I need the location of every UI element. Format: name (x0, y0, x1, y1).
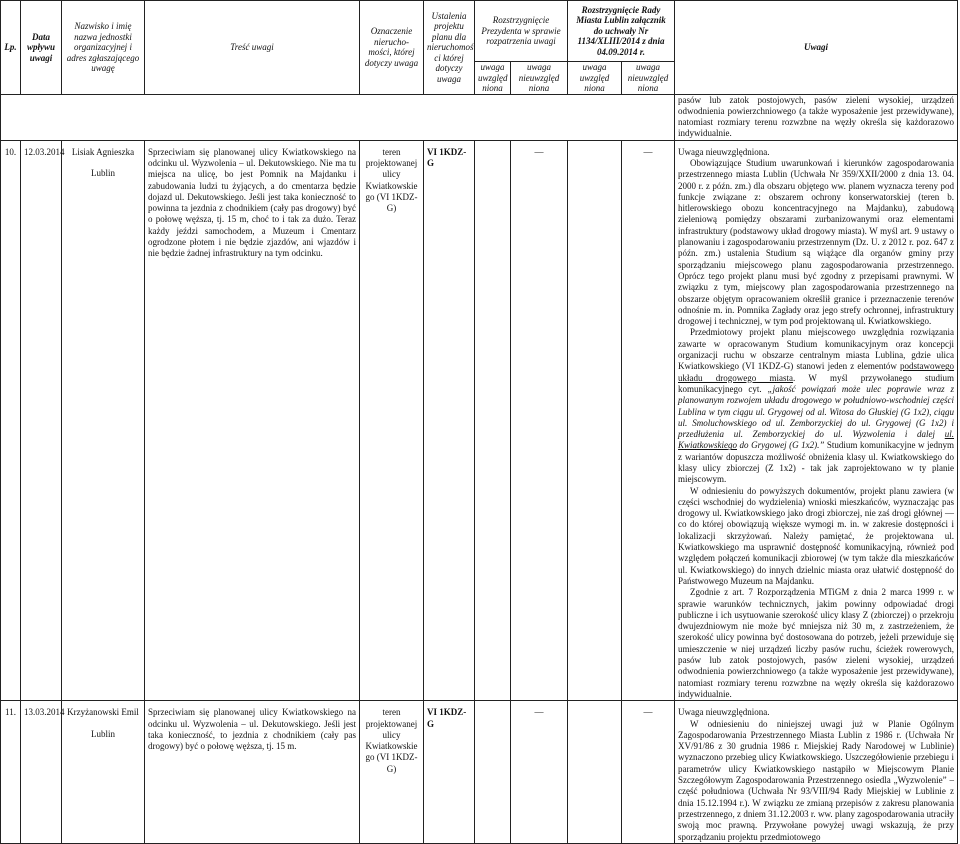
row-author (62, 701, 145, 844)
row-lp: 10. (1, 140, 21, 701)
row-council-rejected: — (622, 140, 675, 701)
table-row-continuation (1, 94, 958, 140)
row-president-rejected: — (511, 701, 568, 844)
row-council-accepted (568, 140, 622, 701)
row-author (62, 140, 145, 701)
header-notes: Uwagi (675, 1, 958, 95)
row-content: Sprzeciwiam się planowanej ulicy Kwiatkowskiego na odcinku ul. Wyzwolenia – ul. Dekutowskiego. Jeśli jest taka konieczność, to jezdnia z chodnikiem (cały pas drogowy) być o połowę węższa, tj. 15 m. (145, 701, 360, 844)
header-president-accepted: uwaga uwzględ niona (475, 62, 511, 95)
table-row (1, 701, 958, 844)
table-row (1, 140, 958, 701)
row-notes-lead: Uwaga nieuwzględniona. (678, 707, 770, 718)
row-lp: 11. (1, 701, 21, 844)
header-lp: Lp. (1, 1, 21, 95)
header-date: Data wpływu uwagi (21, 1, 62, 95)
row-notes-lead: Uwaga nieuwzględniona. (678, 146, 770, 157)
row-property: teren projektowanej ulicy Kwiatkowskie go (VI 1KDZ-G) (360, 701, 424, 844)
row-notes (675, 701, 958, 844)
row-notes (675, 140, 958, 701)
header-council-rejected: uwaga nieuwzględ niona (622, 62, 675, 95)
row-president-accepted (475, 701, 511, 844)
row-content: Sprzeciwiam się planowanej ulicy Kwiatkowskiego na odcinku ul. Wyzwolenia – ul. Dekutowskiego. Nie ma tu miejsca na ulicę, bo jest Pomnik na Majdanku i zabudowania ludzi tu żyjących, a do cmentarza będzie dojazd ul. Dekutowskiego. Jeśli jest taka konieczność to powinna ta jezdnia z chodnikiem (cały pas drogowy) być o połowę węższa, tj. 15 m, choć to i tak za dużo. Teraz każdy jeździ samochodem, a Muzeum i Cmentarz ogrodzone płotem i nie będzie zjazdów, ani wjazdów i nie będzie żadnej infrastruktury na tym odcinku. (145, 140, 360, 701)
row-date: 13.03.2014 (21, 701, 62, 844)
header-name: Nazwisko i imię nazwa jednostki organizacyjnej i adres zgłaszającego uwagę (62, 1, 145, 95)
row-council-accepted (568, 701, 622, 844)
row-notes-p4: Zgodnie z art. 7 Rozporządzenia MTiGM z dnia 2 marca 1999 r. w sprawie warunków technicznych, jakim powinny odpowiadać drogi publiczne i ich usytuowanie szerokość ulicy klasy Z (zbiorczej) o przekroju dwujezdniowym nie może być mniejsza niż 30 m, z zastrzeżeniem, że szerokość ulicy powinna być dostosowana do potrzeb, jeżeli przewiduje się umieszczenie w niej urządzeń liczby pasów ruchu, ścieżek rowerowych, pasów lub zatok postojowych, pasów zieleni wysokiej, urządzeń odwodnienia powierzchniowego (a także wyposażenie jest przewidywane), natomiast rozmiary terenu rozwzbne na węzły określa się każdorazowo indywidualnie. (678, 587, 955, 699)
row-author-city: Lublin (91, 728, 115, 739)
header-president: Rozstrzygnięcie Prezydenta w sprawie rozpatrzenia uwagi (475, 1, 568, 62)
header-content: Treść uwagi (145, 1, 360, 95)
row-date: 12.03.2014 (21, 140, 62, 701)
row-president-rejected: — (511, 140, 568, 701)
header-property: Oznaczenie nierucho-mości, której dotyczy uwaga (360, 1, 424, 95)
row-notes-p3: W odniesieniu do powyższych dokumentów, projekt planu zawiera (w części wschodniej do wydzielenia) wnioski mieszkańców, wyznaczając pas drogowy ul. Kwiatkowskiego jako drogi zbiorczej, nie zaś drogi głównej — co do której obowiązują większe wymogi m. in. w zakresie dostępności i lokalizacji skrzyżowań. Należy pamiętać, że projektowana ul. Kwiatkowskiego ma usprawnić dostępność komunikacyjną, również pod względem połączeń komunikacji zbiorowej (w tym także dla mieszkańców ul. Kwiatkowskiego) do innych dzielnic miasta oraz ułatwić dostępność do Państwowego Muzeum na Majdanku. (678, 485, 955, 586)
header-plan: Ustalenia projektu planu dla nieruchomoś ci której dotyczy uwaga (424, 1, 475, 95)
header-council: Rozstrzygnięcie Rady Miasta Lublin załącznik do uchwały Nr 1134/XLIII/2014 z dnia 04.09.2014 r. (568, 1, 675, 62)
row-author-city: Lublin (91, 167, 115, 178)
row-plan: VI 1KDZ-G (424, 701, 475, 844)
header-president-rejected: uwaga nieuwzględ niona (511, 62, 568, 95)
row-notes-p1: Obowiązujące Studium uwarunkowań i kierunków zagospodarowania przestrzennego miasta Lublin (Uchwała Nr 359/XXII/2000 z dnia 13. 04. 2000 r. z późn. zm.) dla obszaru objętego ww. planem wyznacza tereny pod funkcje związane z: obszarem ochrony konserwatorskiej (teren b. hitlerowskiego obozu koncentracyjnego na Majdanku), zabudową zieleniową pomiędzy obszarami zurbanizowanymi oraz elementami infrastruktury (podstawowy układ drogowy miasta). W myśl art. 9 ustawy o planowaniu i zagospodarowaniu przestrzennym (Dz. U. z 2012 r. poz. 647 z późn. zm.) ustalenia Studium są wiążące dla organów gminy przy sporządzaniu miejscowego planu zagospodarowania przestrzennego. Oprócz tego projekt planu musi być zgodny z przepisami prawnymi. W związku z tym, miejscowy plan zagospodarowania przestrzennego na obszarze objętym opracowaniem określił granice i przeznaczenie terenów odnośnie m. in. Pomnika Zagłady oraz jego strefy ochronnej, infrastruktury drogowej i technicznej, w tym pod projektowaną ul. Kwiatkowskiego. (678, 157, 955, 327)
row-notes-p2: Przedmiotowy projekt planu miejscowego uwzględnia rozwiązania zawarte w opracowanym Studium komunikacyjnym oraz koncepcji organizacji ruchu w obszarze centralnym miasta Lublina, gdzie ulica Kwiatkowskiego (VI 1KDZ-G) stanowi jeden z elementów podstawowego układu drogowego miasta. W myśl przywołanego studium komunikacyjnego cyt. „jakość powiązań może ulec poprawie wraz z planowanym rozwojem układu drogowego w południowo-wschodniej części Lublina w tym ciągu ul. Grygowej od al. Witosa do Głuskiej (G 1x2), ciągu ul. Smoluchowskiego od ul. Zemborzyckiej do ul. Grygowej (G 1x2) i przedłużenia ul. Zemborzyckiej do ul. Wyzwolenia i dalej ul. Kwiatkowskiego do Grygowej (G 1x2).” Studium komunikacyjne w jednym z wariantów dopuszcza możliwość obniżenia klasy ul. Kwiatkowskiego do klasy ulicy zbiorczej (Z 1x2) - tak jak zaprojektowano w ty planie miejscowym. (678, 327, 955, 485)
header-row (1, 1, 958, 62)
header-council-accepted: uwaga uwzględ niona (568, 62, 622, 95)
row-president-accepted (475, 140, 511, 701)
row-author-name: Lisiak Agnieszka (71, 146, 135, 157)
row-property: teren projektowanej ulicy Kwiatkowskie go (VI 1KDZ-G) (360, 140, 424, 701)
row-notes-p1: W odniesieniu do niniejszej uwagi już w Planie Ogólnym Zagospodarowania Przestrzennego Miasta Lublin z 1986 r. (Uchwała Nr XV/91/86 z 30 grudnia 1986 r. Miejskiej Rady Narodowej w Lublinie) wyznaczono przebieg ulicy Kwiatkowskiego. Uszczegółowienie przebiegu i parametrów ulicy Kwiatkowskiego nastąpiło w Miejscowym Planie Szczegółowym Zagospodarowania Przestrzennego osiedla „Wyzwolenie” – część południowa (Uchwała Nr 93/VIII/94 Rady Miejskiej w Lublinie z dnia 15.12.1994 r.). W związku ze zmianą przepisów z zakresu planowania przestrzennego, z dniem 31.12.2003 r. ww. plany zagospodarowania utraciły swoją moc prawną. Przywołane powyżej uwagi wskazują, że przy sporządzaniu projektu przedmiotowego (678, 718, 955, 842)
row-author-name: Krzyżanowski Emil (67, 707, 139, 718)
row-council-rejected: — (622, 701, 675, 844)
continuation-text: pasów lub zatok postojowych, pasów zieleni wysokiej, urządzeń odwodnienia powierzchniowego (a także wyposażenie jest przewidywane), natomiast rozmiary terenu rozwzbne na węzły określa się każdorazowo indywidualnie. (675, 94, 958, 140)
row-plan: VI 1KDZ-G (424, 140, 475, 701)
